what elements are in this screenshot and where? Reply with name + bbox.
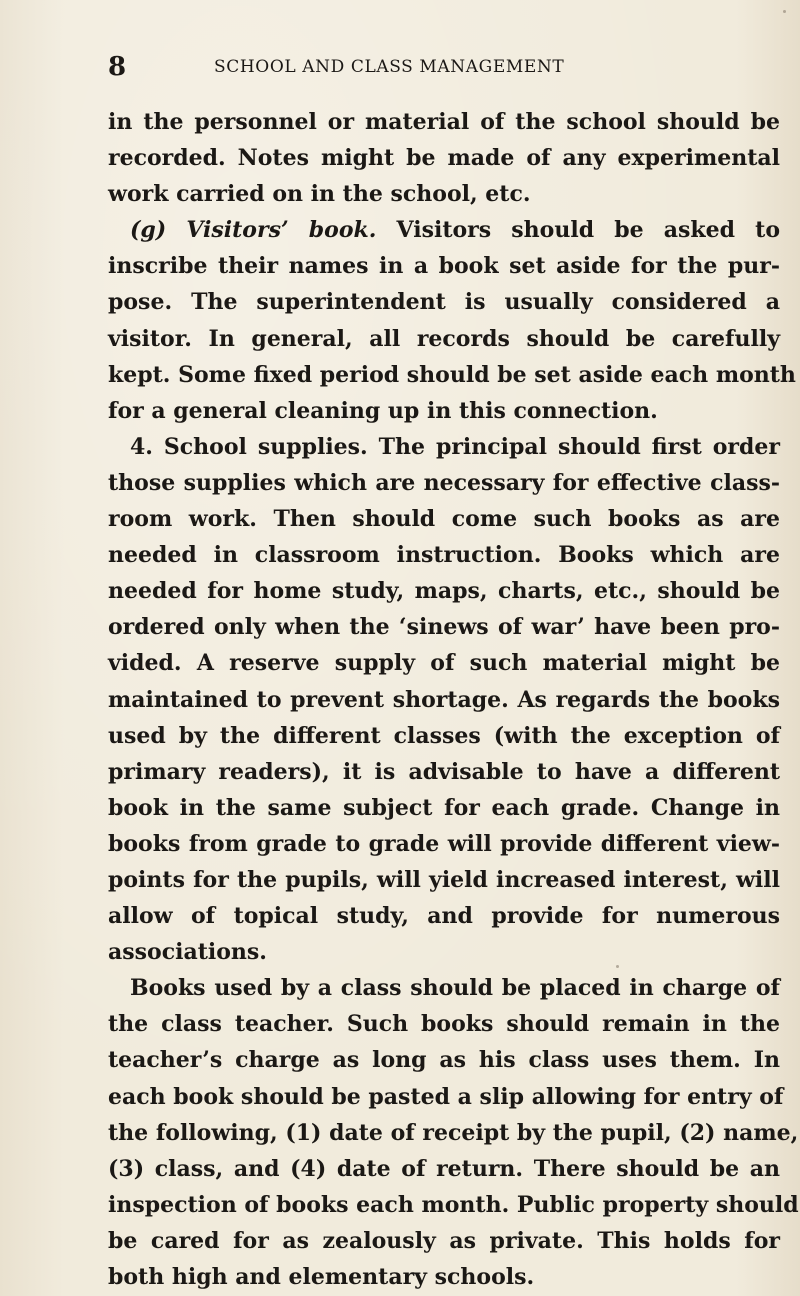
- running-head: SCHOOL AND CLASS MANAGEMENT: [214, 57, 565, 77]
- text-line: vided. A reserve supply of such material might be: [108, 650, 780, 677]
- text-line: work carried on in the school, etc.: [108, 181, 531, 208]
- text-line: be cared for as zealously as private. This holds for: [108, 1227, 780, 1254]
- text-line-visitors-book: [108, 212, 780, 248]
- text-line: recorded. Notes might be made of any experimental: [108, 145, 780, 172]
- text-line: primary readers), it is advisable to have a different: [108, 758, 780, 785]
- item-text: Visitors should be asked to: [396, 217, 780, 244]
- text-line: allow of topical study, and provide for numerous: [108, 903, 780, 930]
- text-line: room work. Then should come such books as are: [108, 506, 780, 533]
- paper-speck: [616, 965, 619, 968]
- item-title: Visitors’ book.: [186, 217, 377, 244]
- text-line: books from grade to grade will provide different view-: [108, 830, 780, 857]
- text-line: ordered only when the ‘sinews of war’ have been pro-: [108, 614, 780, 641]
- paper-speck: [783, 10, 786, 13]
- text-line: maintained to prevent shortage. As regards the books: [108, 686, 780, 713]
- text-line: kept. Some fixed period should be set aside each month: [108, 361, 796, 388]
- text-line: visitor. In general, all records should be carefully: [108, 325, 780, 352]
- page-header: [108, 52, 778, 86]
- text-line: for a general cleaning up in this connection.: [108, 397, 658, 424]
- text-line: the class teacher. Such books should remain in the: [108, 1011, 780, 1038]
- body-text: [108, 104, 799, 1295]
- text-line: (3) class, and (4) date of return. There should be an: [108, 1155, 780, 1182]
- text-line: points for the pupils, will yield increased interest, will: [108, 866, 780, 893]
- text-line: pose. The superintendent is usually considered a: [108, 289, 780, 316]
- text-line: needed for home study, maps, charts, etc., should be: [108, 578, 780, 605]
- text-line: inscribe their names in a book set aside for the pur-: [108, 253, 780, 280]
- text-line: each book should be pasted a slip allowing for entry of: [108, 1083, 784, 1110]
- text-line: inspection of books each month. Public property should: [108, 1191, 799, 1218]
- page-number: 8: [108, 52, 127, 82]
- text-line: associations.: [108, 939, 267, 966]
- text-line: Books used by a class should be placed in charge of: [130, 975, 780, 1002]
- item-label: (g): [130, 217, 167, 244]
- text-line: in the personnel or material of the school should be: [108, 109, 780, 135]
- text-line: book in the same subject for each grade. Change in: [108, 794, 780, 821]
- text-line: 4. School supplies. The principal should first order: [130, 433, 780, 460]
- text-line: the following, (1) date of receipt by the pupil, (2) name,: [108, 1119, 799, 1146]
- text-line: those supplies which are necessary for effective class-: [108, 469, 780, 496]
- text-line: teacher’s charge as long as his class uses them. In: [108, 1047, 780, 1074]
- text-line: used by the different classes (with the exception of: [108, 722, 780, 749]
- text-line: needed in classroom instruction. Books which are: [108, 542, 780, 569]
- text-line: both high and elementary schools.: [108, 1264, 535, 1290]
